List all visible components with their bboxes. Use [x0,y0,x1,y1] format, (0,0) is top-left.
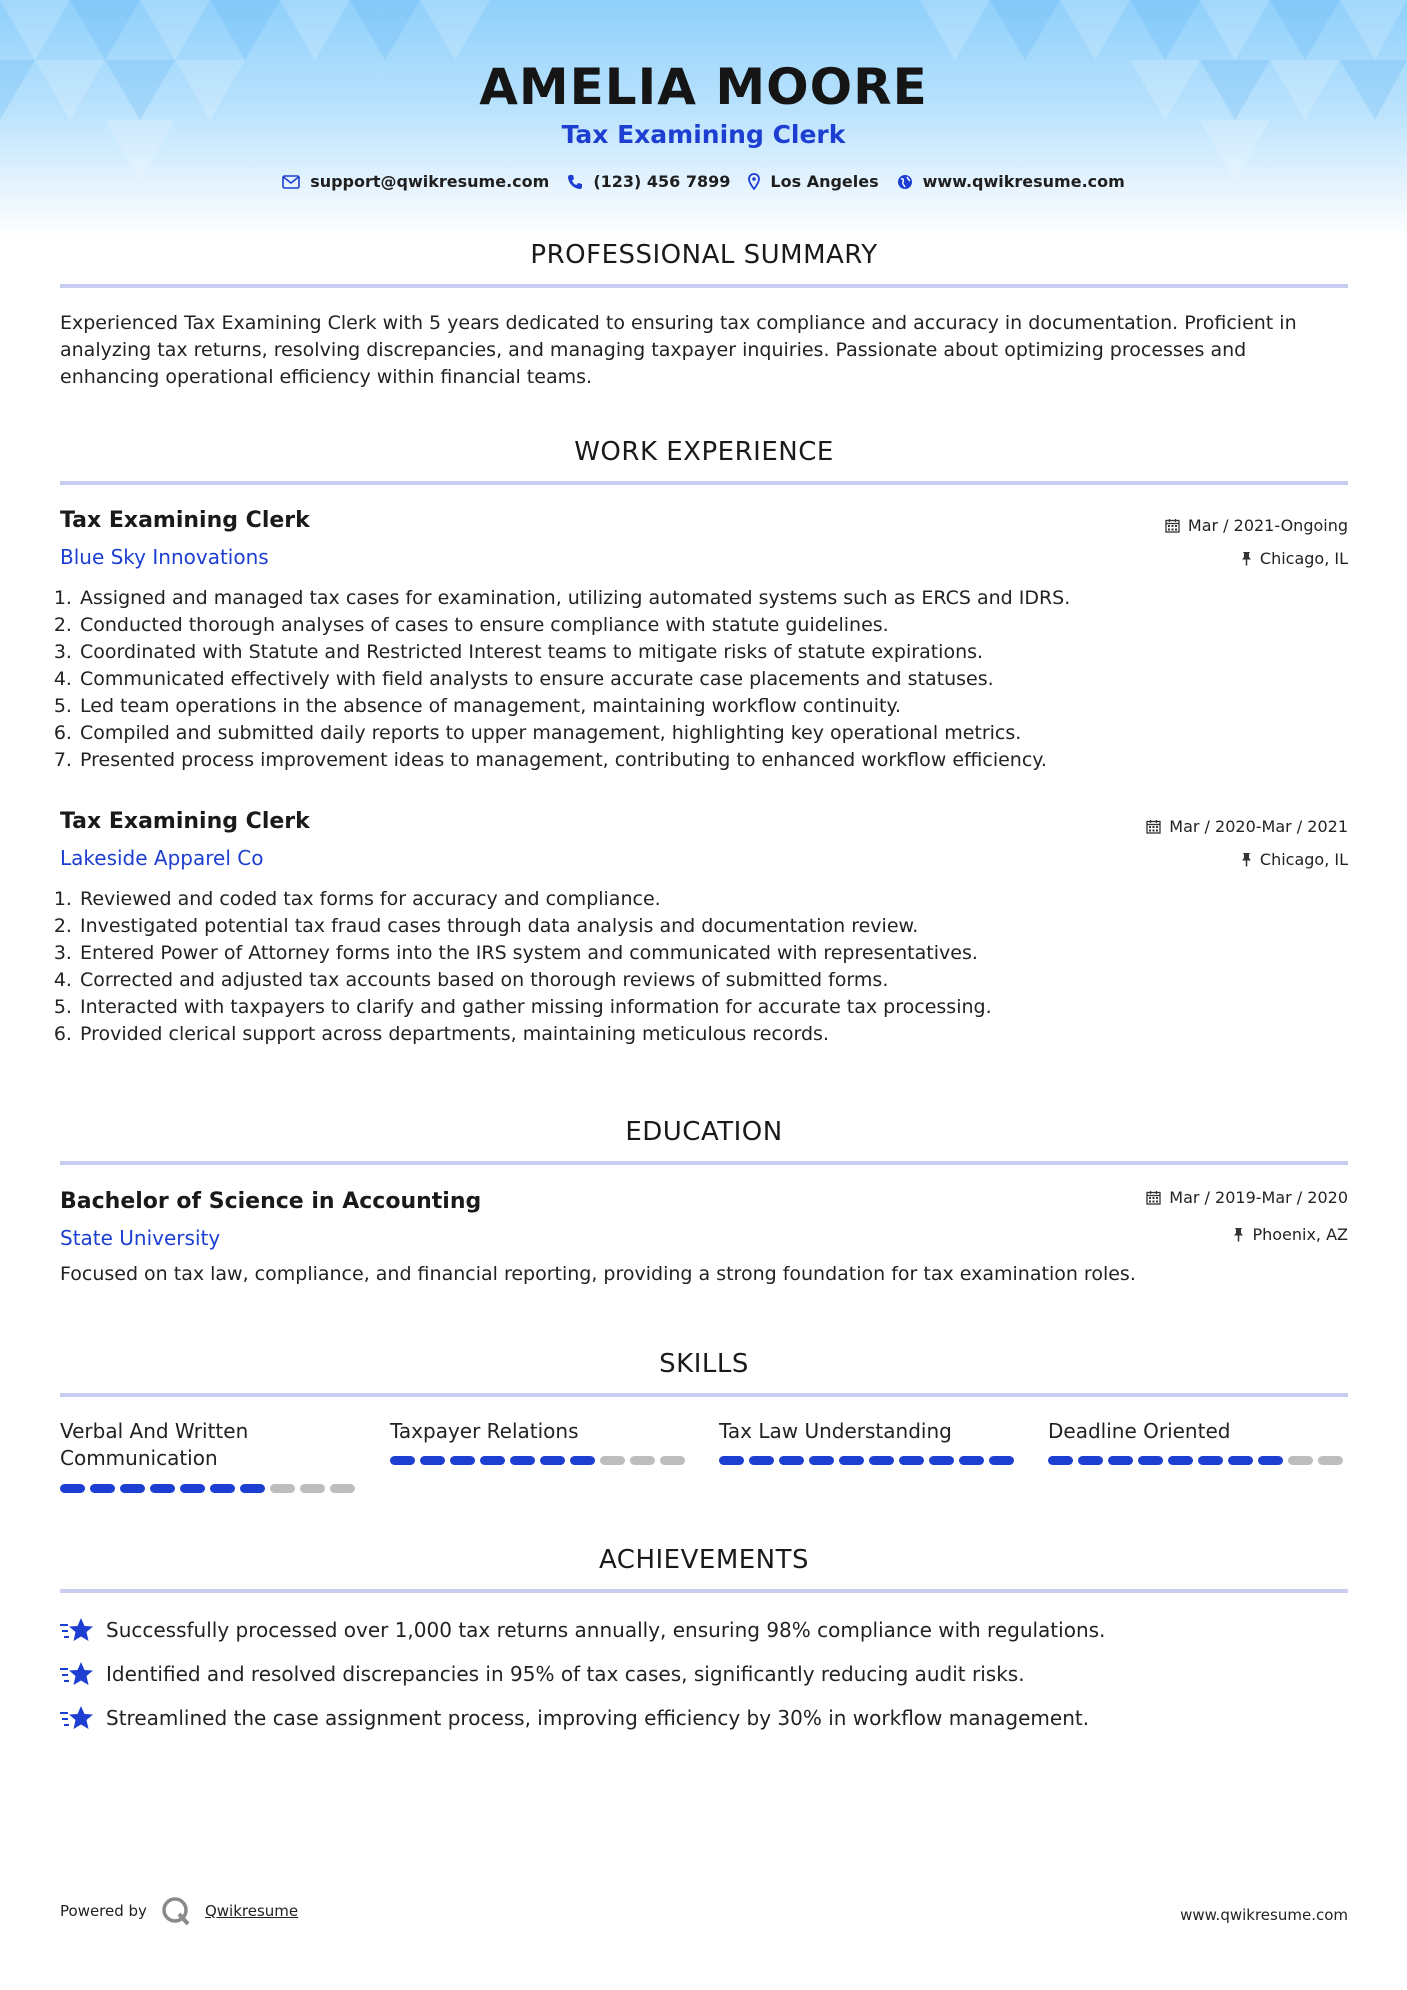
education-school: State University [60,1226,221,1250]
skill-level-bar [719,1456,1014,1465]
skill-segment-empty [630,1456,655,1465]
candidate-role: Tax Examining Clerk [561,120,846,149]
skill-segment-empty [300,1484,325,1493]
section-divider [60,1161,1348,1165]
skill-item [60,1418,360,1472]
list-item: 6. Compiled and submitted daily reports to upper management, highlighting key operational metrics. [78,720,1070,747]
skill-segment-filled [60,1484,85,1493]
job-duties-list [56,886,992,1048]
contact-email[interactable] [282,172,549,191]
achievement-item [60,1704,1089,1732]
skill-segment-filled [719,1456,744,1465]
job-title: Tax Examining Clerk [60,508,310,533]
skill-segment-filled [1258,1456,1283,1465]
achievement-text: Successfully processed over 1,000 tax returns annually, ensuring 98% compliance with regulations. [106,1618,1106,1642]
list-item: 4. Communicated effectively with field analysts to ensure accurate case placements and statuses. [78,666,1070,693]
skill-segment-filled [1138,1456,1163,1465]
job-date [1146,817,1348,836]
achievement-item [60,1616,1105,1644]
contact-email-text: support@qwikresume.com [310,172,550,191]
skill-segment-empty [600,1456,625,1465]
summary-text: Experienced Tax Examining Clerk with 5 years dedicated to ensuring tax compliance and accuracy in documentation. Proficient in analyzing tax returns, resolving discrepancies, and managing taxpayer inquiries. Passionate about optimizing processes and enhancing operational efficiency within financial teams. [60,312,1297,388]
skill-segment-filled [450,1456,475,1465]
skill-name: Verbal And Written Communication [60,1419,249,1470]
experience-section-title: WORK EXPERIENCE [574,437,834,467]
skill-segment-filled [929,1456,954,1465]
contact-phone[interactable] [567,172,730,191]
phone-icon [567,174,583,190]
achievement-text: Streamlined the case assignment process, improving efficiency by 30% in workflow management. [106,1706,1090,1730]
pushpin-icon [1233,1227,1244,1242]
star-icon [60,1616,94,1644]
pushpin-icon [1241,852,1252,867]
skill-segment-filled [120,1484,145,1493]
education-date-text: Mar / 2019-Mar / 2020 [1169,1188,1348,1207]
skill-item [1048,1418,1348,1472]
list-item: 1. Reviewed and coded tax forms for accuracy and compliance. [78,886,992,913]
footer-website[interactable]: www.qwikresume.com [1180,1906,1348,1924]
contact-website[interactable] [897,172,1125,191]
skill-name: Taxpayer Relations [390,1419,579,1443]
pushpin-icon [1241,551,1252,566]
section-divider [60,1589,1348,1593]
job-date-text: Mar / 2021-Ongoing [1187,516,1348,535]
calendar-icon [1146,1190,1161,1205]
section-divider [60,284,1348,288]
calendar-icon [1146,819,1161,834]
achievements-section-title: ACHIEVEMENTS [598,1545,810,1575]
skill-segment-filled [1228,1456,1253,1465]
skill-segment-filled [809,1456,834,1465]
contact-website-text: www.qwikresume.com [922,172,1125,191]
skill-segment-filled [180,1484,205,1493]
skill-name: Tax Law Understanding [719,1419,952,1443]
star-icon [60,1660,94,1688]
list-item: 2. Investigated potential tax fraud cases through data analysis and documentation review. [78,913,992,940]
powered-by-label: Powered by [60,1902,147,1920]
list-item: 3. Entered Power of Attorney forms into the IRS system and communicated with representatives. [78,940,992,967]
skill-segment-filled [420,1456,445,1465]
skill-segment-filled [989,1456,1014,1465]
job-company: Lakeside Apparel Co [60,846,264,870]
job-title: Tax Examining Clerk [60,809,310,834]
skill-segment-filled [540,1456,565,1465]
skill-segment-empty [1318,1456,1343,1465]
section-divider [60,481,1348,485]
education-location [1233,1225,1348,1244]
list-item: 7. Presented process improvement ideas to management, contributing to enhanced workflow efficiency. [78,747,1070,774]
contact-bar [0,172,1407,191]
candidate-name: AMELIA MOORE [479,58,928,116]
list-item: 2. Conducted thorough analyses of cases to ensure compliance with statute guidelines. [78,612,1070,639]
skill-segment-filled [240,1484,265,1493]
star-icon [60,1704,94,1732]
job-duties-list [56,585,1070,774]
job-location-text: Chicago, IL [1259,549,1348,568]
skill-segment-empty [270,1484,295,1493]
job-date-text: Mar / 2020-Mar / 2021 [1169,817,1348,836]
job-company: Blue Sky Innovations [60,545,269,569]
skill-segment-filled [959,1456,984,1465]
calendar-icon [1165,518,1180,533]
skill-segment-filled [1078,1456,1103,1465]
contact-location [748,172,878,191]
footer-powered-by [60,1896,298,1926]
skill-segment-filled [390,1456,415,1465]
summary-section-title: PROFESSIONAL SUMMARY [530,240,878,270]
location-pin-icon [748,173,760,190]
education-section-title: EDUCATION [625,1117,783,1147]
list-item: 5. Led team operations in the absence of management, maintaining workflow continuity. [78,693,1070,720]
list-item: 1. Assigned and managed tax cases for examination, utilizing automated systems such as ERCS and IDRS. [78,585,1070,612]
skill-level-bar [390,1456,685,1465]
skill-segment-filled [90,1484,115,1493]
skill-level-bar [1048,1456,1343,1465]
skill-segment-filled [510,1456,535,1465]
skill-segment-filled [1198,1456,1223,1465]
list-item: 5. Interacted with taxpayers to clarify and gather missing information for accurate tax processing. [78,994,992,1021]
skill-segment-filled [150,1484,175,1493]
section-divider [60,1393,1348,1397]
job-location-text: Chicago, IL [1259,850,1348,869]
skill-segment-filled [210,1484,235,1493]
skill-segment-filled [570,1456,595,1465]
skill-segment-empty [330,1484,355,1493]
skill-item [719,1418,1019,1472]
skill-segment-filled [1168,1456,1193,1465]
skill-segment-filled [480,1456,505,1465]
skill-segment-filled [779,1456,804,1465]
job-date [1165,516,1348,535]
envelope-icon [282,175,300,189]
achievement-text: Identified and resolved discrepancies in 95% of tax cases, significantly reducing audit risks. [106,1662,1025,1686]
skill-level-bar [60,1484,355,1493]
qwikresume-logo-icon [161,1896,191,1926]
skill-segment-filled [749,1456,774,1465]
skill-segment-filled [1108,1456,1133,1465]
skill-item [390,1418,690,1472]
globe-icon [897,174,913,190]
list-item: 6. Provided clerical support across departments, maintaining meticulous records. [78,1021,992,1048]
job-location [1241,850,1348,869]
skill-segment-filled [899,1456,924,1465]
skill-segment-empty [1288,1456,1313,1465]
education-degree: Bachelor of Science in Accounting [60,1189,482,1214]
skill-segment-empty [660,1456,685,1465]
list-item: 3. Coordinated with Statute and Restricted Interest teams to mitigate risks of statute expirations. [78,639,1070,666]
achievement-item [60,1660,1025,1688]
contact-phone-text: (123) 456 7899 [593,172,731,191]
list-item: 4. Corrected and adjusted tax accounts based on thorough reviews of submitted forms. [78,967,992,994]
skill-segment-filled [839,1456,864,1465]
skill-segment-filled [869,1456,894,1465]
skill-name: Deadline Oriented [1048,1419,1231,1443]
skills-section-title: SKILLS [659,1349,749,1379]
job-location [1241,549,1348,568]
skill-segment-filled [1048,1456,1073,1465]
contact-location-text: Los Angeles [770,172,879,191]
education-location-text: Phoenix, AZ [1252,1225,1348,1244]
education-description: Focused on tax law, compliance, and financial reporting, providing a strong foundation for tax examination roles. [60,1263,1136,1285]
brand-link[interactable]: Qwikresume [204,1902,299,1920]
education-date [1146,1188,1348,1207]
